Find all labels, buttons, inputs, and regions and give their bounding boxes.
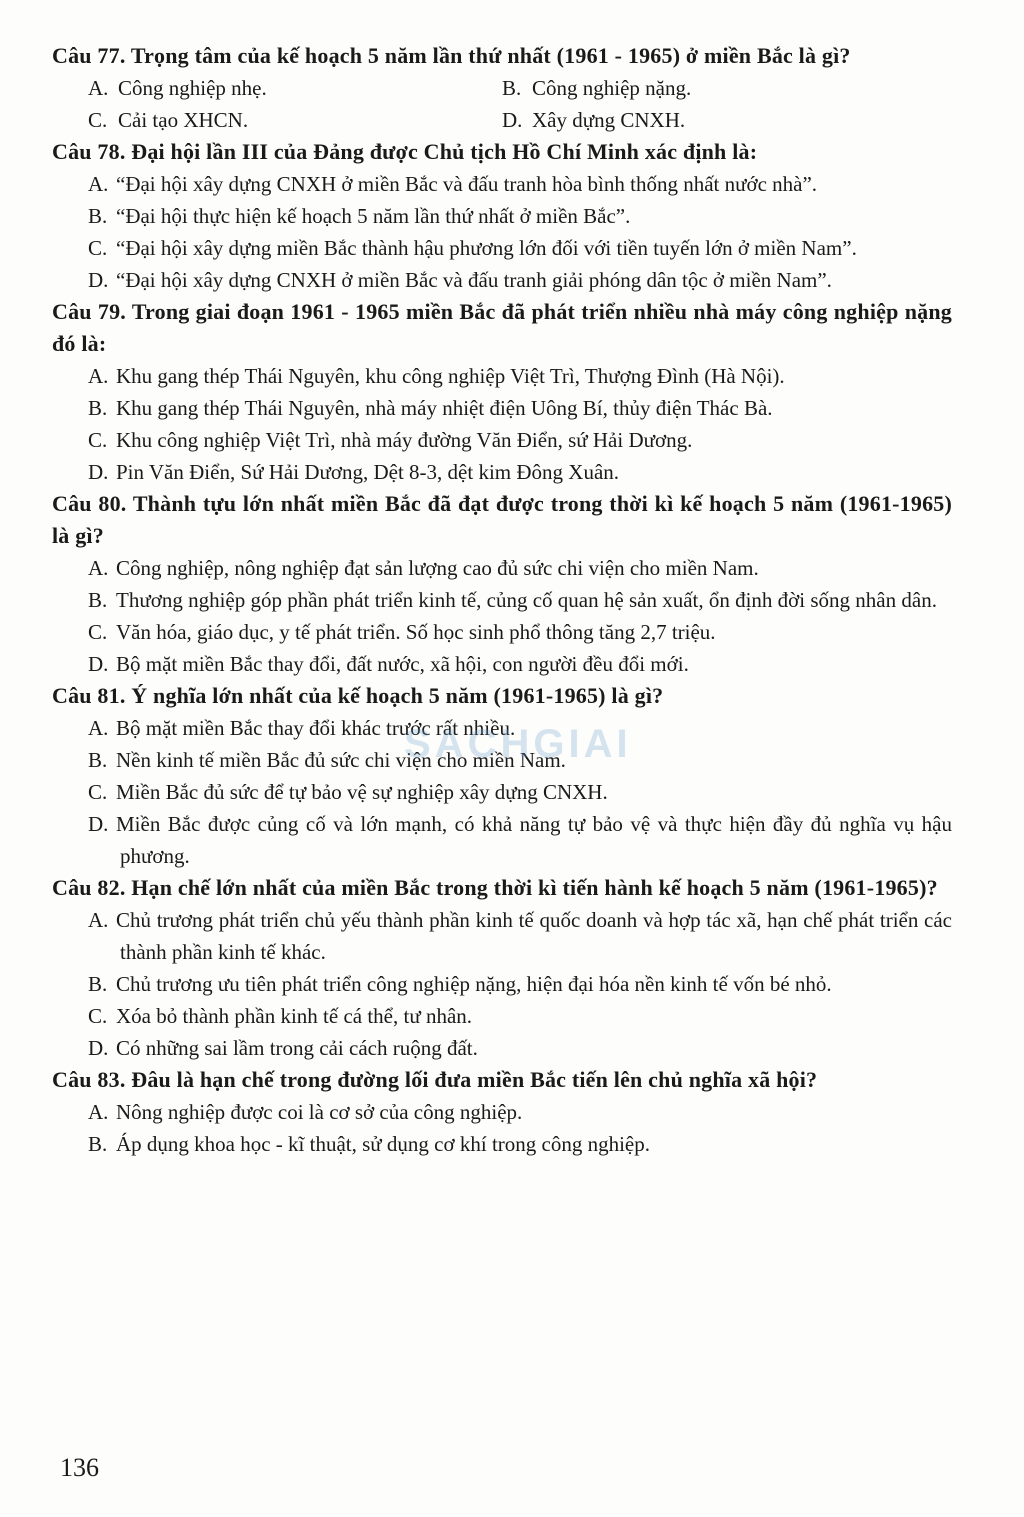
option-a (52, 1096, 952, 1128)
question-text: Thành tựu lớn nhất miền Bắc đã đạt được trong thời kì kế hoạch 5 năm (1961-1965) là gì? (52, 491, 952, 548)
option-text: Xóa bỏ thành phần kinh tế cá thể, tư nhân. (116, 1004, 473, 1028)
option-text: Nền kinh tế miền Bắc đủ sức chi viện cho miền Nam. (116, 748, 566, 772)
page-number: 136 (60, 1453, 99, 1482)
option-text: Nông nghiệp được coi là cơ sở của công nghiệp. (116, 1100, 523, 1124)
question-stem (52, 136, 952, 168)
option-c (88, 104, 502, 136)
option-c (52, 1000, 952, 1032)
question-text: Ý nghĩa lớn nhất của kế hoạch 5 năm (1961-1965) là gì? (131, 683, 664, 708)
option-d (52, 456, 952, 488)
question-83 (52, 1064, 952, 1160)
option-text: Khu gang thép Thái Nguyên, nhà máy nhiệt điện Uông Bí, thủy điện Thác Bà. (116, 396, 773, 420)
option-list (52, 1096, 952, 1160)
question-number: Câu 83. (52, 1067, 126, 1092)
option-text: Áp dụng khoa học - kĩ thuật, sử dụng cơ khí trong công nghiệp. (116, 1132, 650, 1156)
question-text: Đại hội lần III của Đảng được Chủ tịch Hồ Chí Minh xác định là: (131, 139, 758, 164)
option-b (52, 1128, 952, 1160)
question-text: Hạn chế lớn nhất của miền Bắc trong thời kì tiến hành kế hoạch 5 năm (1961-1965)? (131, 875, 938, 900)
option-list (52, 712, 952, 872)
question-number: Câu 77. (52, 43, 126, 68)
option-text: Công nghiệp nhẹ. (118, 76, 267, 100)
watermark-text: SACHGIAI (404, 722, 632, 766)
option-a (52, 168, 952, 200)
option-letter: C. (88, 236, 108, 260)
option-letter: A. (88, 1100, 109, 1124)
question-81 (52, 680, 952, 872)
question-number: Câu 79. (52, 299, 127, 324)
option-letter: C. (88, 108, 108, 132)
option-b (52, 200, 952, 232)
question-stem (52, 488, 952, 552)
option-letter: A. (88, 556, 109, 580)
question-stem (52, 1064, 952, 1096)
option-letter: B. (88, 972, 108, 996)
option-text: Chủ trương phát triển chủ yếu thành phần kinh tế quốc doanh và hợp tác xã, hạn chế phát triển các thành phần kinh tế khác. (116, 908, 952, 964)
option-d (52, 264, 952, 296)
option-letter: A. (88, 364, 109, 388)
option-c (52, 232, 952, 264)
option-text: Bộ mặt miền Bắc thay đổi, đất nước, xã hội, con người đều đổi mới. (116, 652, 689, 676)
option-list (52, 360, 952, 488)
option-text: Thương nghiệp góp phần phát triển kinh tế, củng cố quan hệ sản xuất, ổn định đời sống nhân dân. (116, 588, 937, 612)
option-d (502, 104, 916, 136)
option-list (52, 168, 952, 296)
option-a (52, 360, 952, 392)
option-letter: D. (88, 1036, 109, 1060)
option-letter: D. (88, 460, 109, 484)
option-c (52, 616, 952, 648)
option-letter: C. (88, 428, 108, 452)
option-text: Chủ trương ưu tiên phát triển công nghiệp nặng, hiện đại hóa nền kinh tế vốn bé nhỏ. (116, 972, 832, 996)
option-text: Khu gang thép Thái Nguyên, khu công nghiệp Việt Trì, Thượng Đình (Hà Nội). (116, 364, 785, 388)
question-79 (52, 296, 952, 488)
option-letter: D. (88, 812, 109, 836)
option-b (502, 72, 916, 104)
question-number: Câu 82. (52, 875, 126, 900)
option-letter: D. (88, 268, 109, 292)
option-text: Miền Bắc đủ sức để tự bảo vệ sự nghiệp xây dựng CNXH. (116, 780, 608, 804)
option-b (52, 584, 952, 616)
option-text: “Đại hội xây dựng CNXH ở miền Bắc và đấu tranh giải phóng dân tộc ở miền Nam”. (116, 268, 832, 292)
option-list (52, 552, 952, 680)
question-list (52, 40, 952, 1160)
question-number: Câu 81. (52, 683, 126, 708)
option-letter: A. (88, 908, 109, 932)
question-stem (52, 872, 952, 904)
option-letter: A. (88, 172, 109, 196)
question-stem (52, 680, 952, 712)
option-letter: B. (88, 204, 108, 228)
option-letter: D. (88, 652, 109, 676)
option-text: Văn hóa, giáo dục, y tế phát triển. Số học sinh phổ thông tăng 2,7 triệu. (116, 620, 716, 644)
option-letter: D. (502, 108, 523, 132)
option-letter: B. (502, 76, 522, 100)
option-letter: C. (88, 780, 108, 804)
option-d (52, 808, 952, 872)
option-letter: B. (88, 396, 108, 420)
option-b (52, 968, 952, 1000)
option-letter: B. (88, 748, 108, 772)
option-grid (52, 72, 952, 136)
option-list (52, 904, 952, 1064)
option-b (52, 744, 952, 776)
option-c (52, 776, 952, 808)
option-text: Xây dựng CNXH. (532, 108, 686, 132)
option-text: Bộ mặt miền Bắc thay đổi khác trước rất nhiều. (116, 716, 516, 740)
option-a (88, 72, 502, 104)
question-78 (52, 136, 952, 296)
option-a (52, 904, 952, 968)
option-text: Pin Văn Điển, Sứ Hải Dương, Dệt 8-3, dệt kim Đông Xuân. (116, 460, 620, 484)
question-number: Câu 80. (52, 491, 127, 516)
option-d (52, 1032, 952, 1064)
option-text: Khu công nghiệp Việt Trì, nhà máy đường Văn Điển, sứ Hải Dương. (116, 428, 693, 452)
question-77 (52, 40, 952, 136)
option-text: Công nghiệp, nông nghiệp đạt sản lượng cao đủ sức chi viện cho miền Nam. (116, 556, 759, 580)
question-82 (52, 872, 952, 1064)
option-letter: A. (88, 716, 109, 740)
option-text: Công nghiệp nặng. (532, 76, 692, 100)
option-letter: B. (88, 588, 108, 612)
option-letter: C. (88, 1004, 108, 1028)
option-text: Miền Bắc được củng cố và lớn mạnh, có khả năng tự bảo vệ và thực hiện đầy đủ nghĩa vụ hậu phương. (116, 812, 952, 868)
option-letter: A. (88, 76, 109, 100)
option-d (52, 648, 952, 680)
question-text: Đâu là hạn chế trong đường lối đưa miền Bắc tiến lên chủ nghĩa xã hội? (131, 1067, 818, 1092)
option-c (52, 424, 952, 456)
option-text: Cải tạo XHCN. (118, 108, 249, 132)
option-letter: B. (88, 1132, 108, 1156)
question-stem (52, 296, 952, 360)
question-stem (52, 40, 952, 72)
question-text: Trong giai đoạn 1961 - 1965 miền Bắc đã phát triển nhiều nhà máy công nghiệp nặng đó là: (52, 299, 952, 356)
option-b (52, 392, 952, 424)
option-a (52, 552, 952, 584)
option-text: Có những sai lầm trong cải cách ruộng đất. (116, 1036, 478, 1060)
option-text: “Đại hội thực hiện kế hoạch 5 năm lần thứ nhất ở miền Bắc”. (116, 204, 631, 228)
question-text: Trọng tâm của kế hoạch 5 năm lần thứ nhất (1961 - 1965) ở miền Bắc là gì? (130, 43, 851, 68)
question-number: Câu 78. (52, 139, 126, 164)
option-letter: C. (88, 620, 108, 644)
question-80 (52, 488, 952, 680)
option-text: “Đại hội xây dựng miền Bắc thành hậu phương lớn đối với tiền tuyến lớn ở miền Nam”. (116, 236, 857, 260)
option-text: “Đại hội xây dựng CNXH ở miền Bắc và đấu tranh hòa bình thống nhất nước nhà”. (116, 172, 818, 196)
option-a (52, 712, 952, 744)
